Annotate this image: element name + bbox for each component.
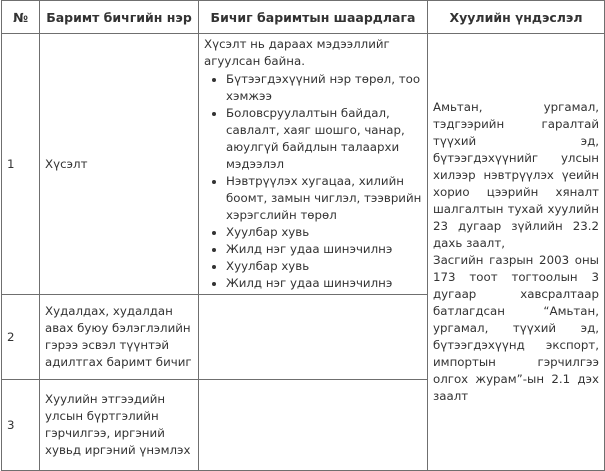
doc-name-cell: Хуулийн этгээдийн улсын бүртгэлийн гэрчилгээ, иргэний хувьд иргэний үнэмлэх <box>40 380 199 471</box>
requirements-cell-empty <box>199 380 428 471</box>
legal-basis-part-1: Амьтан, ургамал, тэдгээрийн гаралтай түүхий эд, бүтээгдэхүүнийг улсын хилээр нэвтрүүлэх үеийн хорио цээрийн хяналт шалгалтын тухай хуулийн 23 дугаар зүйлийн 23.2 дахь заалт, <box>433 100 599 250</box>
table-header-row <box>2 1 605 34</box>
table-row <box>2 34 605 295</box>
doc-name-cell: Хүсэлт <box>40 34 199 295</box>
requirements-cell <box>199 34 428 295</box>
header-doc-name: Баримт бичгийн нэр <box>40 1 199 34</box>
header-legal-basis: Хуулийн үндэслэл <box>428 1 605 34</box>
requirement-item: • Нэвтрүүлэх хугацаа, хилийн боомт, замын чиглэл, тээврийн хэрэгслийн төрөл <box>226 173 422 224</box>
legal-basis-part-2: Засгийн газрын 2003 оны 173 тоот тогтоолын 3 дугаар хавсралтаар батлагдсан “Амьтан, ургамал, түүхий эд, бүтээгдэхүүнд экспорт, импортын гэрчилгээ олгох журам”-ын 2.1 дэх заалт <box>433 253 599 403</box>
requirements-cell-empty <box>199 295 428 380</box>
requirement-item: • Хуулбар хувь <box>226 258 422 275</box>
row-number: 2 <box>2 295 40 380</box>
doc-name-cell: Худалдах, худалдан авах буюу бэлэглэлийн гэрээ эсвэл түүнтэй адилтгах баримт бичиг <box>40 295 199 380</box>
requirement-item: • Жилд нэг удаа шинэчилнэ <box>226 275 422 292</box>
header-requirements: Бичиг баримтын шаардлага <box>199 1 428 34</box>
requirements-list <box>204 71 422 292</box>
requirement-item: • Хуулбар хувь <box>226 224 422 241</box>
header-num: № <box>2 1 40 34</box>
row-number: 3 <box>2 380 40 471</box>
requirement-item: • Боловсруулалтын байдал, савлалт, хаяг шошго, чанар, аюулгүй байдлын талаархи мэдээлэл <box>226 105 422 173</box>
documents-table <box>1 0 605 471</box>
requirements-intro: Хүсэлт нь дараах мэдээллийг агуулсан байна. <box>204 37 390 68</box>
row-number: 1 <box>2 34 40 295</box>
requirement-item: • Жилд нэг удаа шинэчилнэ <box>226 241 422 258</box>
requirement-item: • Бүтээгдэхүүний нэр төрөл, тоо хэмжээ <box>226 71 422 105</box>
legal-basis-cell <box>428 34 605 471</box>
